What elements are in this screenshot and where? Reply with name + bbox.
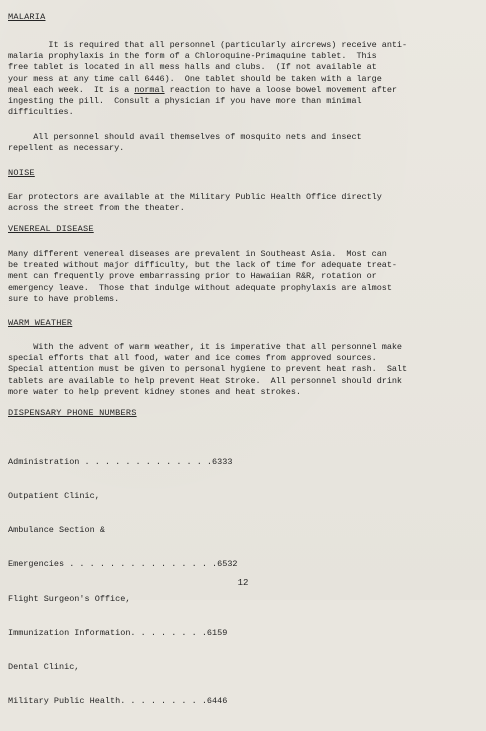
phone-entry-label: Outpatient Clinic, xyxy=(8,491,100,502)
text-line xyxy=(8,85,407,96)
phone-entry-label: Ambulance Section & xyxy=(8,525,105,536)
page-number: 12 xyxy=(237,578,249,588)
heading-noise: NOISE xyxy=(8,168,35,178)
heading-malaria: MALARIA xyxy=(8,12,46,22)
phone-entry-immunization: Immunization Information. . . . . . . .6159 xyxy=(8,627,228,638)
phone-entry-label: Flight Surgeon's Office, xyxy=(8,593,131,604)
text-line: It is required that all personnel (particularly aircrews) receive anti- xyxy=(8,40,408,50)
text-line: ment can frequently prove embarrassing prior to Hawaiian R&R, rotation or xyxy=(8,271,377,282)
malaria-paragraph-2 xyxy=(8,132,362,154)
heading-warm-weather: WARM WEATHER xyxy=(8,318,73,328)
phone-entry-administration: Administration . . . . . . . . . . . . .6333 xyxy=(8,456,233,467)
text-line: Ear protectors are available at the Military Public Health Office directly xyxy=(8,192,382,202)
noise-paragraph xyxy=(8,192,382,214)
text-fragment: meal each week. It is a xyxy=(8,84,135,95)
text-line: difficulties. xyxy=(8,107,74,118)
text-line: across the street from the theater. xyxy=(8,203,185,214)
text-line: emergency leave. Those that indulge without adequate prophylaxis are almost xyxy=(8,282,392,293)
text-line: your mess at any time call 6446). One tablet should be taken with a large xyxy=(8,73,382,84)
text-line: tablets are available to help prevent Heat Stroke. All personnel should drink xyxy=(8,375,402,386)
text-line: more water to help prevent kidney stones and heat strokes. xyxy=(8,386,301,397)
heading-venereal-disease: VENEREAL DISEASE xyxy=(8,224,94,234)
phone-entry-emergencies: Emergencies . . . . . . . . . . . . . . .6532 xyxy=(8,559,238,570)
warm-weather-paragraph xyxy=(8,342,407,398)
malaria-paragraph-1 xyxy=(8,40,407,118)
text-fragment: reaction to have a loose bowel movement after xyxy=(164,84,397,95)
text-line: special efforts that all food, water and ice comes from approved sources. xyxy=(8,353,377,364)
underlined-word: normal xyxy=(134,84,165,95)
phone-entry-label: Dental Clinic, xyxy=(8,662,80,673)
phone-entry-public-health: Military Public Health. . . . . . . . .6446 xyxy=(8,696,228,707)
text-line: Special attention must be given to personal hygiene to prevent heat rash. Salt xyxy=(8,364,408,375)
text-line: repellent as necessary. xyxy=(8,143,125,154)
text-line: be treated without major difficulty, but the lack of time for adequate treat- xyxy=(8,260,397,271)
text-line: free tablet is located in all mess halls and clubs. (If not available at xyxy=(8,62,377,73)
text-line: With the advent of warm weather, it is imperative that all personnel make xyxy=(8,342,402,352)
venereal-paragraph xyxy=(8,249,397,305)
text-line: malaria prophylaxis in the form of a Chloroquine-Primaquine tablet. This xyxy=(8,51,377,62)
text-line: sure to have problems. xyxy=(8,293,120,304)
text-line: All personnel should avail themselves of mosquito nets and insect xyxy=(8,132,362,142)
heading-dispensary-phone-numbers: DISPENSARY PHONE NUMBERS xyxy=(8,408,137,418)
text-line: ingesting the pill. Consult a physician if you have more than minimal xyxy=(8,96,362,107)
section-malaria xyxy=(8,12,46,23)
text-line: Many different venereal diseases are prevalent in Southeast Asia. Most can xyxy=(8,249,387,259)
